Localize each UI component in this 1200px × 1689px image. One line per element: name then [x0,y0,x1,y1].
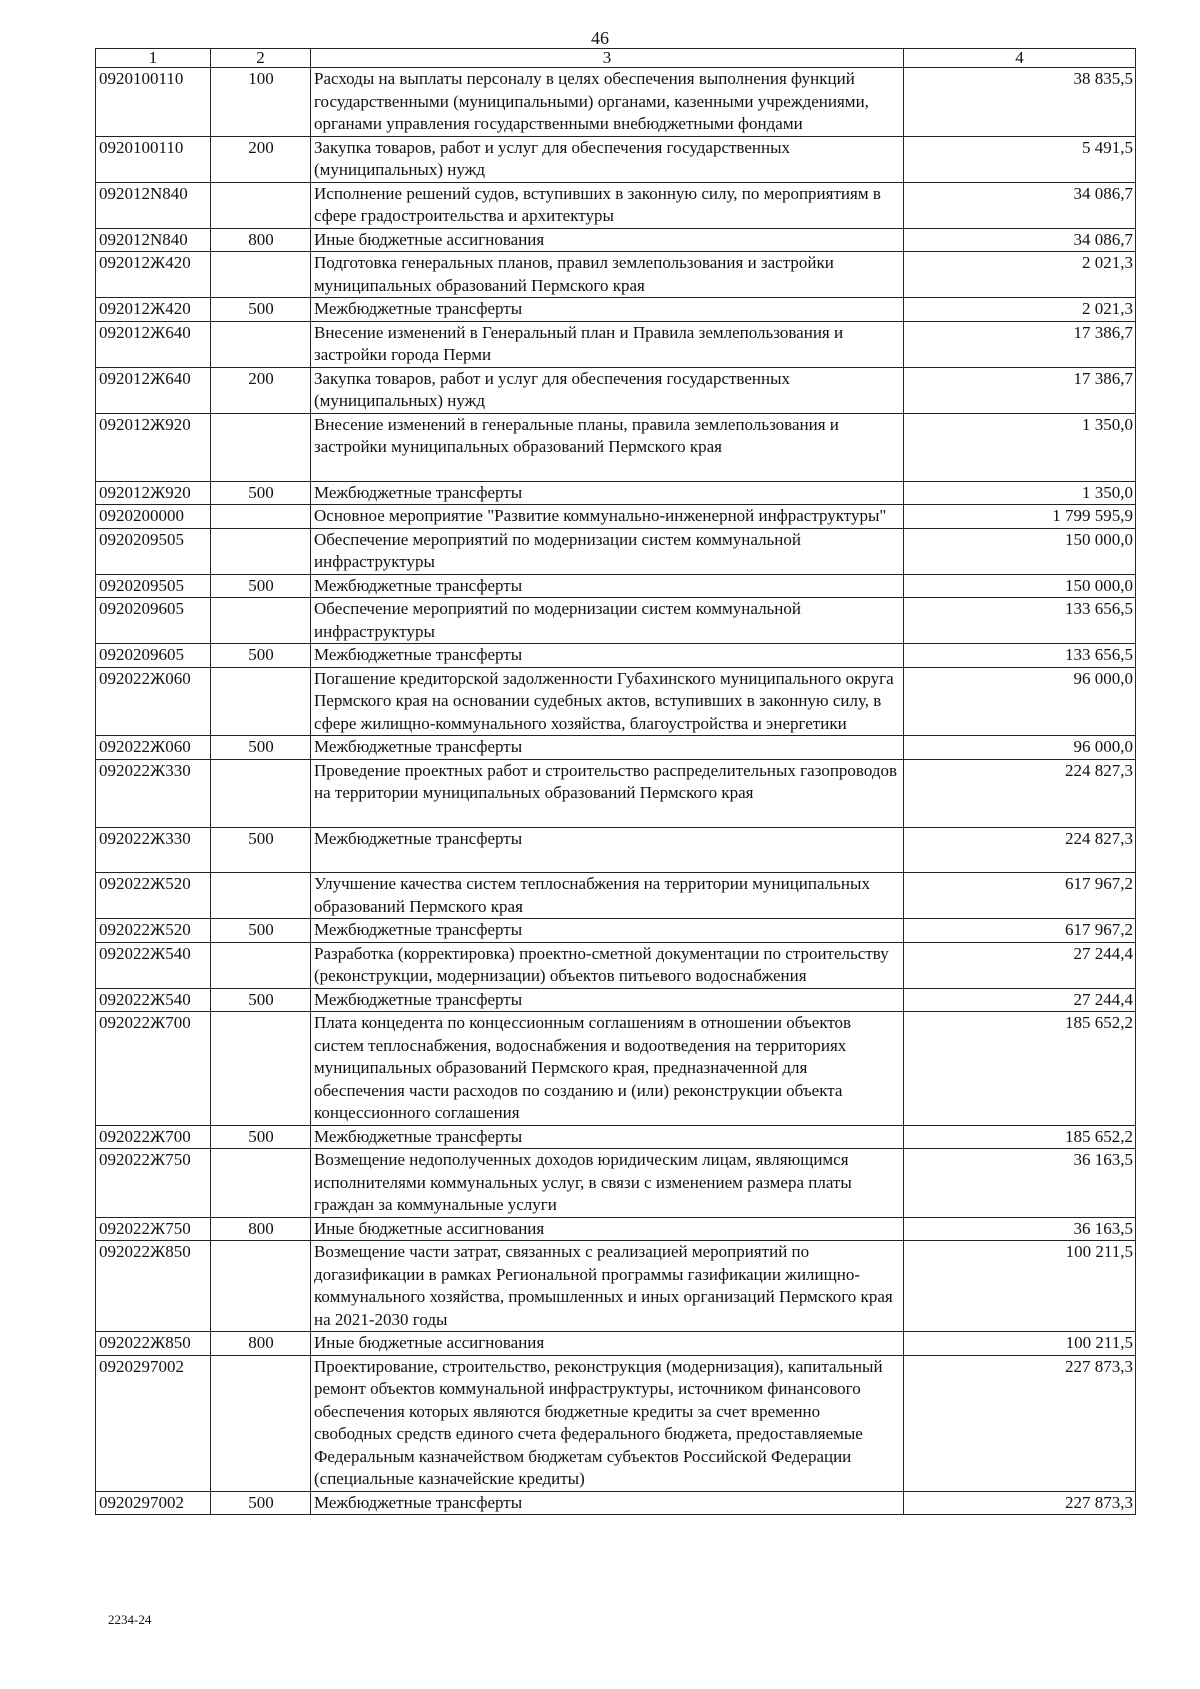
row-description: Расходы на выплаты персоналу в целях обеспечения выполнения функций государственными (муниципальными) органами, казенными учреждениями, органами управления государственными внебюджетными фондами [311,68,904,137]
row-expense-type [211,1241,311,1332]
column-header-1: 1 [96,49,211,68]
table-row [96,481,1136,505]
row-description: Межбюджетные трансферты [311,919,904,943]
row-code: 092022Ж540 [96,942,211,988]
row-amount: 2 021,3 [904,252,1136,298]
row-code: 092022Ж540 [96,988,211,1012]
row-description: Межбюджетные трансферты [311,988,904,1012]
row-code: 0920297002 [96,1491,211,1515]
table-row [96,1217,1136,1241]
row-amount: 150 000,0 [904,574,1136,598]
row-amount: 36 163,5 [904,1149,1136,1218]
row-description: Обеспечение мероприятий по модернизации систем коммунальной инфраструктуры [311,528,904,574]
row-expense-type [211,321,311,367]
row-description: Межбюджетные трансферты [311,298,904,322]
row-expense-type: 200 [211,367,311,413]
row-amount: 617 967,2 [904,873,1136,919]
page-number: 46 [591,28,609,48]
row-description: Межбюджетные трансферты [311,827,904,873]
row-amount: 96 000,0 [904,667,1136,736]
table-row [96,367,1136,413]
row-description: Межбюджетные трансферты [311,574,904,598]
row-amount: 34 086,7 [904,228,1136,252]
row-expense-type: 500 [211,919,311,943]
row-amount: 227 873,3 [904,1355,1136,1491]
row-description: Обеспечение мероприятий по модернизации систем коммунальной инфраструктуры [311,598,904,644]
row-code: 092022Ж850 [96,1332,211,1356]
row-code: 092012Ж920 [96,481,211,505]
row-code: 092022Ж520 [96,919,211,943]
row-description: Погашение кредиторской задолженности Губахинского муниципального округа Пермского края на основании судебных актов, вступивших в законную силу, в сфере жилищно-коммунального хозяйства, благоустройства и энергетики [311,667,904,736]
row-code: 0920100110 [96,136,211,182]
row-code: 0920100110 [96,68,211,137]
row-description: Межбюджетные трансферты [311,736,904,760]
row-code: 092022Ж750 [96,1217,211,1241]
row-expense-type: 500 [211,736,311,760]
row-description: Разработка (корректировка) проектно-сметной документации по строительству (реконструкции, модернизации) объектов питьевого водоснабжения [311,942,904,988]
row-description: Иные бюджетные ассигнования [311,1332,904,1356]
row-code: 0920209505 [96,528,211,574]
row-description: Исполнение решений судов, вступивших в законную силу, по мероприятиям в сфере градостроительства и архитектуры [311,182,904,228]
table-row [96,736,1136,760]
row-code: 0920297002 [96,1355,211,1491]
row-amount: 1 350,0 [904,481,1136,505]
table-row [96,1332,1136,1356]
row-code: 092012N840 [96,182,211,228]
row-amount: 27 244,4 [904,988,1136,1012]
row-amount: 185 652,2 [904,1125,1136,1149]
table-row [96,1149,1136,1218]
row-expense-type: 800 [211,1217,311,1241]
row-amount: 224 827,3 [904,759,1136,827]
column-header-2: 2 [211,49,311,68]
table-row [96,505,1136,529]
row-code: 092022Ж750 [96,1149,211,1218]
row-description: Возмещение части затрат, связанных с реализацией мероприятий по догазификации в рамках Региональной программы газификации жилищно-коммунального хозяйства, промышленных и иных организаций Пермского края на 2021-2030 годы [311,1241,904,1332]
row-description: Межбюджетные трансферты [311,481,904,505]
row-expense-type: 500 [211,574,311,598]
row-description: Иные бюджетные ассигнования [311,228,904,252]
row-amount: 1 799 595,9 [904,505,1136,529]
row-amount: 227 873,3 [904,1491,1136,1515]
row-amount: 2 021,3 [904,298,1136,322]
row-code: 092022Ж700 [96,1012,211,1126]
row-expense-type [211,1012,311,1126]
row-description: Межбюджетные трансферты [311,1491,904,1515]
row-expense-type [211,528,311,574]
row-code: 092022Ж330 [96,827,211,873]
table-row [96,1241,1136,1332]
row-amount: 1 350,0 [904,413,1136,481]
row-amount: 224 827,3 [904,827,1136,873]
row-expense-type [211,598,311,644]
row-expense-type [211,1149,311,1218]
row-description: Внесение изменений в Генеральный план и Правила землепользования и застройки города Перми [311,321,904,367]
document-code: 2234-24 [108,1612,152,1627]
row-amount: 133 656,5 [904,644,1136,668]
budget-table [95,48,1136,1515]
row-description: Возмещение недополученных доходов юридическим лицам, являющимся исполнителями коммунальных услуг, в связи с изменением размера платы граждан за коммунальные услуги [311,1149,904,1218]
row-amount: 96 000,0 [904,736,1136,760]
row-expense-type: 500 [211,1125,311,1149]
row-expense-type [211,759,311,827]
row-code: 0920200000 [96,505,211,529]
table-row [96,827,1136,873]
row-expense-type [211,252,311,298]
table-row [96,252,1136,298]
row-amount: 34 086,7 [904,182,1136,228]
row-expense-type [211,942,311,988]
row-description: Внесение изменений в генеральные планы, правила землепользования и застройки муниципальных образований Пермского края [311,413,904,481]
row-expense-type [211,505,311,529]
row-code: 0920209605 [96,598,211,644]
row-code: 092012Ж420 [96,298,211,322]
row-expense-type: 500 [211,298,311,322]
row-expense-type [211,1355,311,1491]
row-description: Основное мероприятие "Развитие коммунально-инженерной инфраструктуры" [311,505,904,529]
table-row [96,574,1136,598]
table-row [96,136,1136,182]
row-expense-type: 100 [211,68,311,137]
column-header-4: 4 [904,49,1136,68]
row-expense-type: 200 [211,136,311,182]
row-expense-type [211,873,311,919]
table-row [96,182,1136,228]
row-expense-type: 800 [211,1332,311,1356]
row-code: 092022Ж330 [96,759,211,827]
table-row [96,1125,1136,1149]
row-description: Проектирование, строительство, реконструкция (модернизация), капитальный ремонт объектов коммунальной инфраструктуры, источником финансового обеспечения которых являются бюджетные кредиты за счет временно свободных средств единого счета федерального бюджета, предоставляемые Федеральным казначейством бюджетам субъектов Российской Федерации (специальные казначейские кредиты) [311,1355,904,1491]
row-expense-type: 800 [211,228,311,252]
row-amount: 27 244,4 [904,942,1136,988]
row-code: 092012Ж640 [96,321,211,367]
row-code: 092022Ж700 [96,1125,211,1149]
row-expense-type [211,667,311,736]
table-row [96,598,1136,644]
row-description: Подготовка генеральных планов, правил землепользования и застройки муниципальных образований Пермского края [311,252,904,298]
table-row [96,298,1136,322]
row-code: 092012N840 [96,228,211,252]
row-code: 092022Ж850 [96,1241,211,1332]
table-row [96,873,1136,919]
row-code: 092022Ж060 [96,736,211,760]
table-row [96,1012,1136,1126]
row-expense-type [211,182,311,228]
row-amount: 36 163,5 [904,1217,1136,1241]
row-description: Межбюджетные трансферты [311,644,904,668]
row-code: 0920209505 [96,574,211,598]
row-description: Улучшение качества систем теплоснабжения на территории муниципальных образований Пермского края [311,873,904,919]
row-description: Межбюджетные трансферты [311,1125,904,1149]
table-row [96,988,1136,1012]
row-code: 092012Ж420 [96,252,211,298]
row-amount: 150 000,0 [904,528,1136,574]
table-row [96,321,1136,367]
row-expense-type: 500 [211,827,311,873]
row-expense-type: 500 [211,988,311,1012]
table-row [96,919,1136,943]
row-code: 092022Ж520 [96,873,211,919]
table-row [96,228,1136,252]
table-row [96,644,1136,668]
row-description: Плата концедента по концессионным соглашениям в отношении объектов систем теплоснабжения, водоснабжения и водоотведения на территориях муниципальных образований Пермского края, предназначенной для обеспечения части расходов по созданию и (или) реконструкции объекта концессионного соглашения [311,1012,904,1126]
header-row [96,49,1136,68]
row-expense-type [211,413,311,481]
row-amount: 17 386,7 [904,367,1136,413]
table-row [96,413,1136,481]
table-row [96,528,1136,574]
table-row [96,1491,1136,1515]
table-row [96,759,1136,827]
row-code: 092012Ж920 [96,413,211,481]
row-amount: 133 656,5 [904,598,1136,644]
row-amount: 5 491,5 [904,136,1136,182]
row-expense-type: 500 [211,481,311,505]
row-description: Проведение проектных работ и строительство распределительных газопроводов на территории муниципальных образований Пермского края [311,759,904,827]
row-amount: 17 386,7 [904,321,1136,367]
row-expense-type: 500 [211,1491,311,1515]
row-amount: 38 835,5 [904,68,1136,137]
table-row [96,667,1136,736]
row-description: Иные бюджетные ассигнования [311,1217,904,1241]
row-amount: 100 211,5 [904,1241,1136,1332]
row-code: 092022Ж060 [96,667,211,736]
row-amount: 617 967,2 [904,919,1136,943]
column-header-3: 3 [311,49,904,68]
row-code: 0920209605 [96,644,211,668]
row-amount: 100 211,5 [904,1332,1136,1356]
table-row [96,68,1136,137]
table-row [96,1355,1136,1491]
row-amount: 185 652,2 [904,1012,1136,1126]
table-row [96,942,1136,988]
row-description: Закупка товаров, работ и услуг для обеспечения государственных (муниципальных) нужд [311,367,904,413]
row-expense-type: 500 [211,644,311,668]
row-code: 092012Ж640 [96,367,211,413]
row-description: Закупка товаров, работ и услуг для обеспечения государственных (муниципальных) нужд [311,136,904,182]
